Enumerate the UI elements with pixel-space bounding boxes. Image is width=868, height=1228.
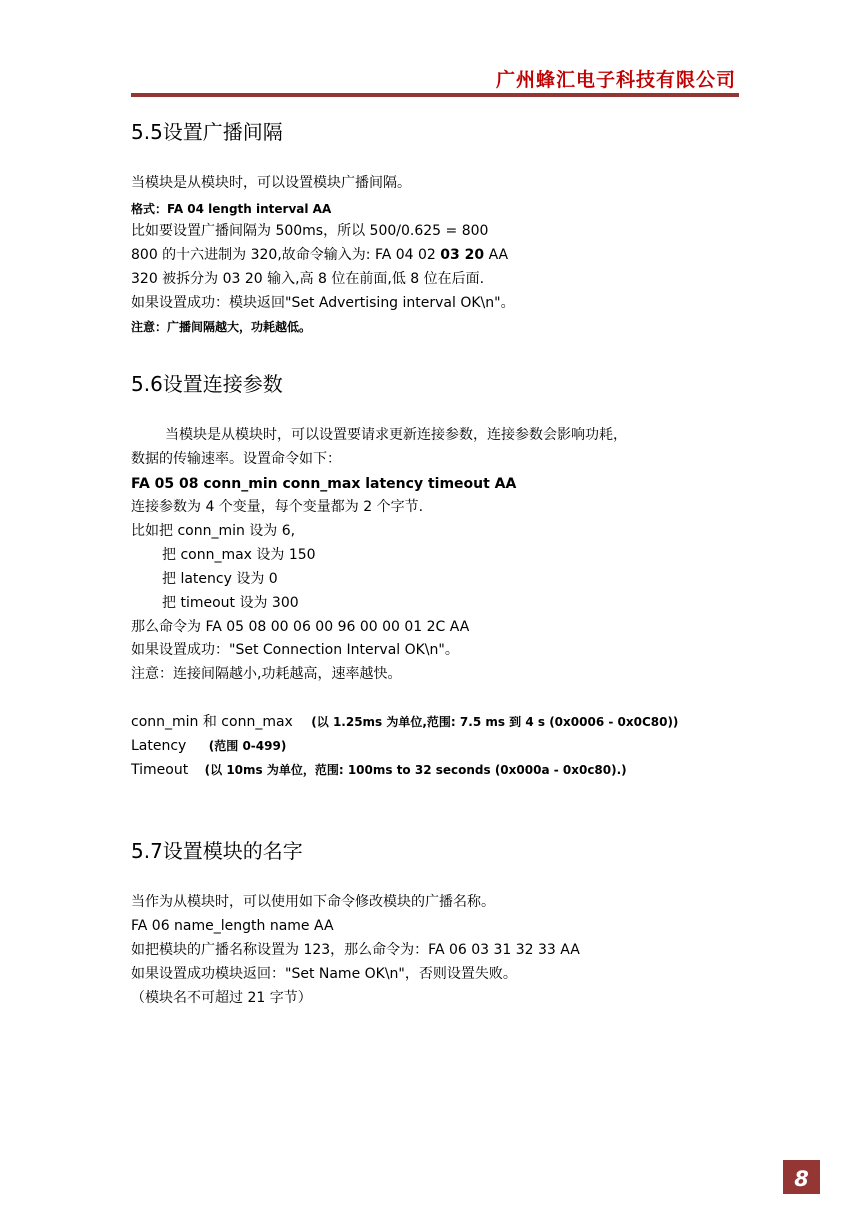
param-desc: (以 1.25ms 为单位,范围: 7.5 ms 到 4 s (0x0006 - 0x0C80)) [311, 715, 679, 729]
highlight-bytes: 03 20 [440, 247, 485, 263]
param-name: Timeout [131, 762, 189, 778]
param-line-timeout [131, 761, 627, 779]
text-line: 比如要设置广播间隔为 500ms，所以 500/0.625 = 800 [131, 223, 489, 239]
text-line: 把 conn_max 设为 150 [162, 547, 316, 563]
text-part: AA [484, 247, 509, 263]
text-line: 当模块是从模块时，可以设置模块广播间隔。 [131, 175, 411, 191]
text-line: 注意：连接间隔越小,功耗越高，速率越快。 [131, 666, 402, 682]
text-line: 如果设置成功："Set Connection Interval OK\n"。 [131, 642, 459, 658]
text-part: 800 的十六进制为 320,故命令输入为: FA 04 02 [131, 247, 441, 263]
command-format-line: FA 05 08 conn_min conn_max latency timeout AA [131, 476, 517, 492]
text-line: 如果设置成功模块返回："Set Name OK\n"，否则设置失败。 [131, 966, 517, 982]
note-line: 注意：广播间隔越大，功耗越低。 [131, 320, 312, 334]
param-desc: (范围 0-499) [208, 739, 287, 753]
section-title-5-7: 5.7设置模块的名字 [131, 839, 303, 863]
format-line: 格式：FA 04 length interval AA [131, 202, 332, 216]
text-line: 当模块是从模块时，可以设置要请求更新连接参数，连接参数会影响功耗， [165, 427, 627, 443]
text-line: 那么命令为 FA 05 08 00 06 00 96 00 00 01 2C AA [131, 619, 470, 635]
param-name: conn_min 和 conn_max [131, 714, 293, 730]
section-title-5-6: 5.6设置连接参数 [131, 372, 283, 396]
param-line-conn [131, 713, 678, 731]
text-line [131, 246, 508, 264]
text-line: 比如把 conn_min 设为 6, [131, 523, 296, 539]
param-desc: (以 10ms 为单位，范围: 100ms to 32 seconds (0x000a - 0x0c80).) [204, 763, 627, 777]
text-line: 连接参数为 4 个变量，每个变量都为 2 个字节. [131, 499, 424, 515]
text-line: 当作为从模块时，可以使用如下命令修改模块的广播名称。 [131, 894, 495, 910]
text-line: 把 timeout 设为 300 [162, 595, 299, 611]
company-name: 广州蜂汇电子科技有限公司 [495, 69, 736, 91]
text-line: 把 latency 设为 0 [162, 571, 278, 587]
text-line: （模块名不可超过 21 字节） [131, 990, 312, 1006]
text-line: 320 被拆分为 03 20 输入,高 8 位在前面,低 8 位在后面. [131, 271, 485, 287]
text-line: FA 06 name_length name AA [131, 918, 334, 934]
param-name: Latency [131, 738, 187, 754]
text-line: 如把模块的广播名称设置为 123，那么命令为：FA 06 03 31 32 33 AA [131, 942, 580, 958]
section-title-5-5: 5.5设置广播间隔 [131, 120, 283, 144]
header-divider [131, 93, 739, 97]
text-line: 如果设置成功：模块返回"Set Advertising interval OK\n"。 [131, 295, 515, 311]
text-line: 数据的传输速率。设置命令如下： [131, 451, 341, 467]
page-number: 8 [783, 1160, 820, 1194]
param-line-latency [131, 737, 286, 755]
